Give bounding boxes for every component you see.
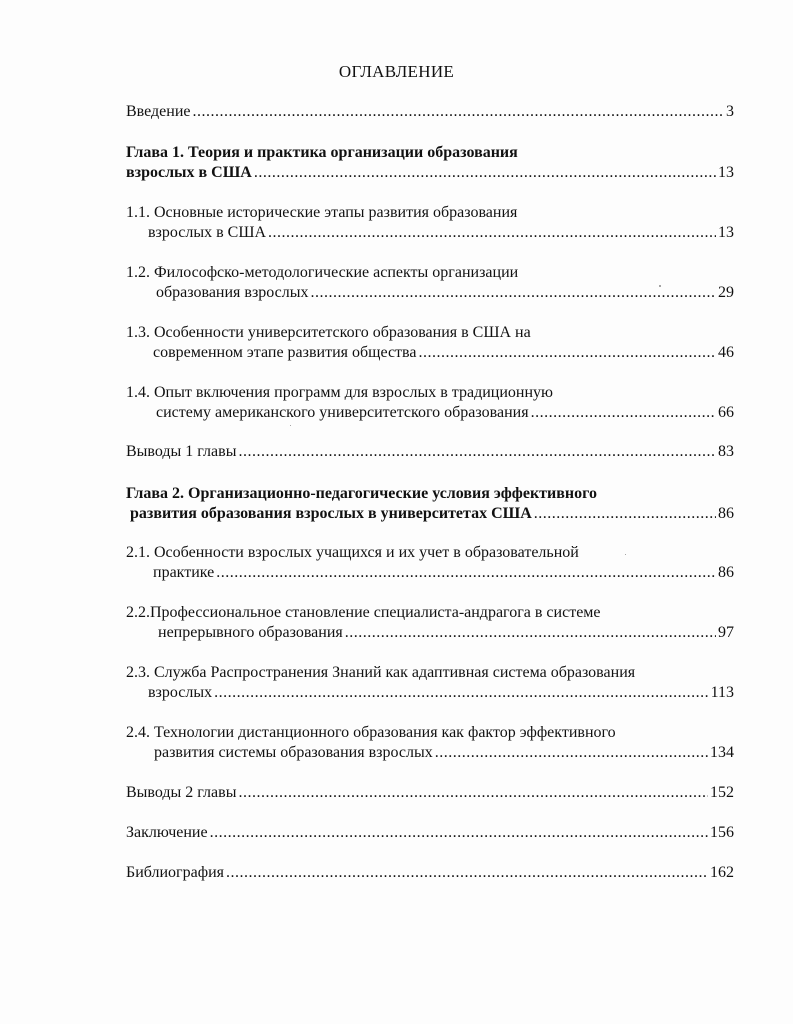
dot-leader xyxy=(193,102,725,122)
toc-page-number: 29 xyxy=(718,284,734,301)
toc-entry-title-line1: 1.2. Философско-методологические аспекты организации xyxy=(126,264,519,281)
dot-leader xyxy=(254,163,716,183)
toc-entry-label: Выводы 1 главы xyxy=(126,443,237,460)
toc-entry-conclusions-2[interactable] xyxy=(126,783,734,803)
dot-leader xyxy=(345,623,716,643)
toc-entry-section-2-1[interactable] xyxy=(126,543,734,583)
toc-page-number: 162 xyxy=(710,864,734,881)
dot-leader xyxy=(214,683,708,703)
toc-entry-label: Библиография xyxy=(126,864,224,881)
toc-page-number: 152 xyxy=(710,784,734,801)
toc-entry-section-2-2[interactable] xyxy=(126,603,734,643)
toc-entry-title-line2: современном этапе развития общества xyxy=(153,344,417,361)
toc-page-number: 113 xyxy=(710,684,734,701)
toc-entry-title-line2: развития образования взрослых в университетах США xyxy=(130,505,532,522)
toc-page-number: 13 xyxy=(718,224,734,241)
toc-entry-title-line1: Глава 1. Теория и практика организации образования xyxy=(126,144,518,161)
toc-entry-title-line2: взрослых xyxy=(148,684,213,701)
toc-entry-title-line1: 2.2.Профессиональное становление специалиста-андрагога в системе xyxy=(126,604,601,621)
dot-leader xyxy=(238,783,708,803)
dot-leader xyxy=(216,563,716,583)
dot-leader xyxy=(226,863,708,883)
scan-speck xyxy=(625,554,626,555)
toc-page-number: 156 xyxy=(710,824,734,841)
toc-entry-section-2-3[interactable] xyxy=(126,663,734,703)
toc-entry-section-1-1[interactable] xyxy=(126,203,734,243)
dot-leader xyxy=(531,403,716,423)
toc-entry-title-line2: развития системы образования взрослых xyxy=(154,744,433,761)
toc-page-number: 3 xyxy=(726,103,734,120)
toc-entry-title-line2: взрослых в США xyxy=(126,164,252,181)
toc-entry-title-line2: непрерывного образования xyxy=(158,624,343,641)
scan-speck xyxy=(290,425,291,426)
toc-entry-conclusion[interactable] xyxy=(126,823,734,843)
dot-leader xyxy=(419,343,717,363)
toc-page-number: 46 xyxy=(718,344,734,361)
dot-leader xyxy=(435,743,708,763)
toc-entry-chapter-2[interactable] xyxy=(126,484,734,524)
toc-entry-title-line2: взрослых в США xyxy=(148,224,267,241)
toc-page-number: 134 xyxy=(710,744,734,761)
toc-entry-bibliography[interactable] xyxy=(126,863,734,883)
toc-page-number: 13 xyxy=(718,164,734,181)
toc-entry-label: Заключение xyxy=(126,824,208,841)
toc-entry-title-line2: практике xyxy=(153,564,215,581)
dot-leader xyxy=(268,223,716,243)
toc-page-number: 83 xyxy=(718,443,734,460)
toc-page-number: 86 xyxy=(718,505,734,522)
toc-entry-section-2-4[interactable] xyxy=(126,723,734,763)
toc-entry-label: Введение xyxy=(126,103,191,120)
toc-entry-section-1-2[interactable] xyxy=(126,263,734,303)
toc-entry-title-line1: 2.3. Служба Распространения Знаний как адаптивная система образования xyxy=(126,664,636,681)
dot-leader xyxy=(238,442,716,462)
toc-entry-title-line1: Глава 2. Организационно-педагогические условия эффективного xyxy=(126,485,597,502)
toc-page-number: 66 xyxy=(718,404,734,421)
page-title: ОГЛАВЛЕНИЕ xyxy=(338,62,455,81)
toc-page-number: 97 xyxy=(718,624,734,641)
toc-entry-title-line2: систему американского университетского образования xyxy=(156,404,529,421)
toc-entry-title-line1: 1.4. Опыт включения программ для взрослых в традиционную xyxy=(126,384,553,401)
toc-entry-label: Выводы 2 главы xyxy=(126,784,237,801)
toc-entry-introduction[interactable] xyxy=(126,102,734,122)
toc-entry-title-line2: образования взрослых xyxy=(156,284,309,301)
toc-entry-section-1-3[interactable] xyxy=(126,323,734,363)
scan-speck xyxy=(659,285,661,287)
toc-entry-conclusions-1[interactable] xyxy=(126,442,734,462)
toc-entry-chapter-1[interactable] xyxy=(126,143,734,183)
dot-leader xyxy=(534,504,716,524)
toc-entry-title-line1: 1.3. Особенности университетского образования в США на xyxy=(126,324,531,341)
toc-page-number: 86 xyxy=(718,564,734,581)
toc-entry-title-line1: 2.4. Технологии дистанционного образования как фактор эффективного xyxy=(126,724,616,741)
toc-entry-section-1-4[interactable] xyxy=(126,383,734,423)
toc-entry-title-line1: 1.1. Основные исторические этапы развития образования xyxy=(126,204,518,221)
dot-leader xyxy=(311,283,716,303)
toc-entry-title-line1: 2.1. Особенности взрослых учащихся и их учет в образовательной xyxy=(126,544,579,561)
dot-leader xyxy=(210,823,708,843)
